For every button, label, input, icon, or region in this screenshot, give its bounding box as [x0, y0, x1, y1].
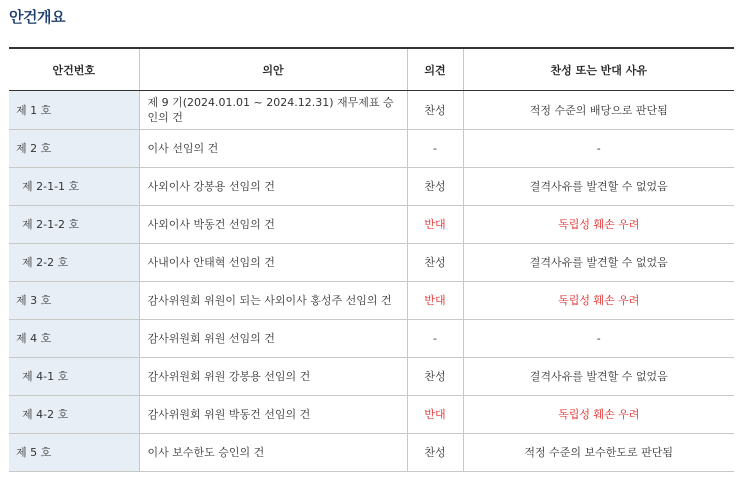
opinion: 반대	[407, 396, 463, 434]
reason: 독립성 훼손 우려	[463, 206, 734, 244]
table-row	[9, 396, 734, 434]
agenda-table	[9, 47, 734, 472]
table-row	[9, 244, 734, 282]
agenda-number: 제 2-1-1 호	[9, 168, 139, 206]
reason: 결격사유를 발견할 수 없었음	[463, 168, 734, 206]
section-title: 안건개요	[9, 8, 65, 26]
opinion: 찬성	[407, 244, 463, 282]
agenda-title: 제 9 기(2024.01.01 ~ 2024.12.31) 재무제표 승인의 건	[139, 91, 407, 130]
agenda-title: 감사위원회 위원 박동건 선임의 건	[139, 396, 407, 434]
table-row	[9, 282, 734, 320]
reason: -	[463, 130, 734, 168]
opinion: 찬성	[407, 168, 463, 206]
table-row	[9, 130, 734, 168]
agenda-number: 제 4 호	[9, 320, 139, 358]
agenda-title: 감사위원회 위원 강봉용 선임의 건	[139, 358, 407, 396]
reason: 적정 수준의 보수한도로 판단됨	[463, 434, 734, 472]
table-row	[9, 320, 734, 358]
agenda-title: 감사위원회 위원이 되는 사외이사 홍성주 선임의 건	[139, 282, 407, 320]
reason: -	[463, 320, 734, 358]
opinion: 반대	[407, 282, 463, 320]
opinion: 찬성	[407, 434, 463, 472]
agenda-title: 사외이사 강봉용 선임의 건	[139, 168, 407, 206]
reason: 결격사유를 발견할 수 없었음	[463, 358, 734, 396]
table-header-row	[9, 48, 734, 91]
opinion: -	[407, 320, 463, 358]
agenda-title: 감사위원회 위원 선임의 건	[139, 320, 407, 358]
table-row	[9, 168, 734, 206]
table-row	[9, 358, 734, 396]
agenda-number: 제 5 호	[9, 434, 139, 472]
header-agenda: 의안	[139, 48, 407, 91]
agenda-number: 제 2-2 호	[9, 244, 139, 282]
agenda-number: 제 1 호	[9, 91, 139, 130]
agenda-number: 제 4-1 호	[9, 358, 139, 396]
agenda-number: 제 4-2 호	[9, 396, 139, 434]
reason: 적정 수준의 배당으로 판단됨	[463, 91, 734, 130]
agenda-title: 이사 선임의 건	[139, 130, 407, 168]
agenda-number: 제 2-1-2 호	[9, 206, 139, 244]
header-agenda-number: 안건번호	[9, 48, 139, 91]
agenda-title: 사내이사 안태혁 선임의 건	[139, 244, 407, 282]
table-row	[9, 434, 734, 472]
opinion: 반대	[407, 206, 463, 244]
table-row	[9, 206, 734, 244]
agenda-number: 제 3 호	[9, 282, 139, 320]
opinion: 찬성	[407, 91, 463, 130]
reason: 독립성 훼손 우려	[463, 282, 734, 320]
agenda-title: 이사 보수한도 승인의 건	[139, 434, 407, 472]
header-opinion: 의견	[407, 48, 463, 91]
opinion: -	[407, 130, 463, 168]
reason: 결격사유를 발견할 수 없었음	[463, 244, 734, 282]
reason: 독립성 훼손 우려	[463, 396, 734, 434]
agenda-number: 제 2 호	[9, 130, 139, 168]
header-reason: 찬성 또는 반대 사유	[463, 48, 734, 91]
opinion: 찬성	[407, 358, 463, 396]
agenda-title: 사외이사 박동건 선임의 건	[139, 206, 407, 244]
table-row	[9, 91, 734, 130]
